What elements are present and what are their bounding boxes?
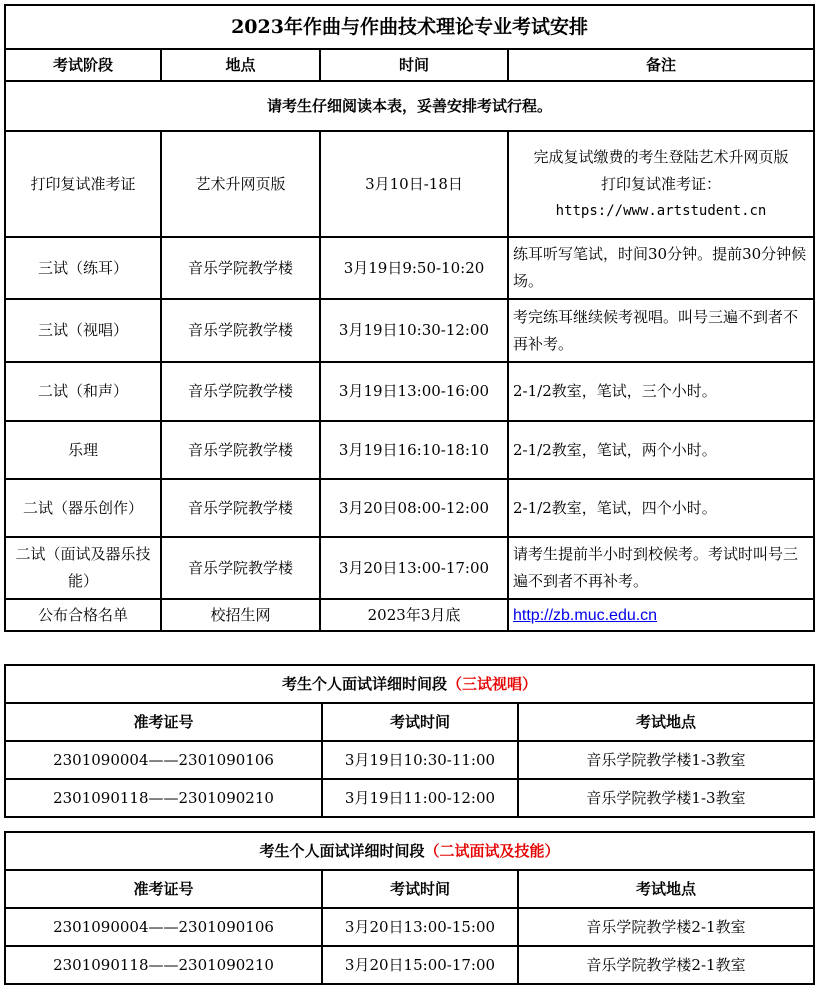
table-subtitle [5,832,814,870]
header-exam-time: 考试时间 [322,703,518,741]
place-cell: 音乐学院教学楼1-3教室 [518,779,814,817]
header-id: 准考证号 [5,870,322,908]
place-cell: 音乐学院教学楼 [161,299,320,362]
stage-cell: 三试（视唱） [5,299,161,362]
place-cell: 音乐学院教学楼 [161,421,320,479]
interview-schedule-table-skills [4,831,815,985]
note-cell: 2-1/2教室，笔试，两个小时。 [508,421,814,479]
header-note: 备注 [508,49,814,81]
subtitle-highlight: （二试面试及技能） [424,841,560,860]
table-subtitle [5,665,814,703]
place-cell: 音乐学院教学楼 [161,362,320,421]
table-row [5,779,814,817]
table-row [5,299,814,362]
time-cell: 2023年3月底 [320,599,508,631]
table-row [5,537,814,599]
note-line: 打印复试准考证： [601,174,722,193]
time-cell: 3月19日10:30-11:00 [322,741,518,779]
note-cell: 2-1/2教室，笔试，四个小时。 [508,479,814,537]
header-time: 时间 [320,49,508,81]
subtitle-prefix: 考生个人面试详细时间段 [259,841,425,860]
place-cell: 音乐学院教学楼1-3教室 [518,741,814,779]
note-cell: 考完练耳继续候考视唱。叫号三遍不到者不再补考。 [508,299,814,362]
table-row [5,237,814,299]
table-title: 2023年作曲与作曲技术理论专业考试安排 [5,5,814,49]
exam-schedule-table [4,4,815,632]
time-cell: 3月20日13:00-17:00 [320,537,508,599]
subtitle-highlight: （三试视唱） [447,674,538,693]
note-cell: 练耳听写笔试，时间30分钟。提前30分钟候场。 [508,237,814,299]
time-cell: 3月19日16:10-18:10 [320,421,508,479]
place-cell: 音乐学院教学楼2-1教室 [518,908,814,946]
id-range-cell: 2301090004——2301090106 [5,908,322,946]
table-row [5,741,814,779]
notice-text: 请考生仔细阅读本表，妥善安排考试行程。 [5,81,814,131]
time-cell: 3月19日10:30-12:00 [320,299,508,362]
place-cell: 音乐学院教学楼 [161,537,320,599]
id-range-cell: 2301090004——2301090106 [5,741,322,779]
time-cell: 3月19日9:50-10:20 [320,237,508,299]
place-cell: 艺术升网页版 [161,131,320,237]
note-cell [508,599,814,631]
stage-cell: 公布合格名单 [5,599,161,631]
table-row [5,362,814,421]
admissions-link[interactable]: http://zb.muc.edu.cn [513,606,658,624]
place-cell: 音乐学院教学楼 [161,479,320,537]
time-cell: 3月19日13:00-16:00 [320,362,508,421]
header-id: 准考证号 [5,703,322,741]
header-exam-place: 考试地点 [518,703,814,741]
id-range-cell: 2301090118——2301090210 [5,946,322,984]
place-cell: 校招生网 [161,599,320,631]
subtitle-prefix: 考生个人面试详细时间段 [281,674,447,693]
header-exam-time: 考试时间 [322,870,518,908]
artstudent-url: https://www.artstudent.cn [555,202,767,219]
stage-cell: 打印复试准考证 [5,131,161,237]
note-line: 完成复试缴费的考生登陆艺术升网页版 [533,147,789,166]
stage-cell: 二试（和声） [5,362,161,421]
time-cell: 3月20日13:00-15:00 [322,908,518,946]
id-range-cell: 2301090118——2301090210 [5,779,322,817]
place-cell: 音乐学院教学楼 [161,237,320,299]
table-row [5,946,814,984]
time-cell: 3月20日15:00-17:00 [322,946,518,984]
header-exam-place: 考试地点 [518,870,814,908]
time-cell: 3月20日08:00-12:00 [320,479,508,537]
table-row [5,599,814,631]
time-cell: 3月10日-18日 [320,131,508,237]
table-row [5,479,814,537]
header-stage: 考试阶段 [5,49,161,81]
note-cell: 2-1/2教室，笔试，三个小时。 [508,362,814,421]
stage-cell: 乐理 [5,421,161,479]
note-cell [508,131,814,237]
stage-cell: 三试（练耳） [5,237,161,299]
table-row [5,421,814,479]
table-row [5,131,814,237]
place-cell: 音乐学院教学楼2-1教室 [518,946,814,984]
table-row [5,908,814,946]
header-place: 地点 [161,49,320,81]
interview-schedule-table-sight-singing [4,664,815,818]
time-cell: 3月19日11:00-12:00 [322,779,518,817]
stage-cell: 二试（器乐创作） [5,479,161,537]
stage-cell: 二试（面试及器乐技能） [5,537,161,599]
note-cell: 请考生提前半小时到校候考。考试时叫号三遍不到者不再补考。 [508,537,814,599]
